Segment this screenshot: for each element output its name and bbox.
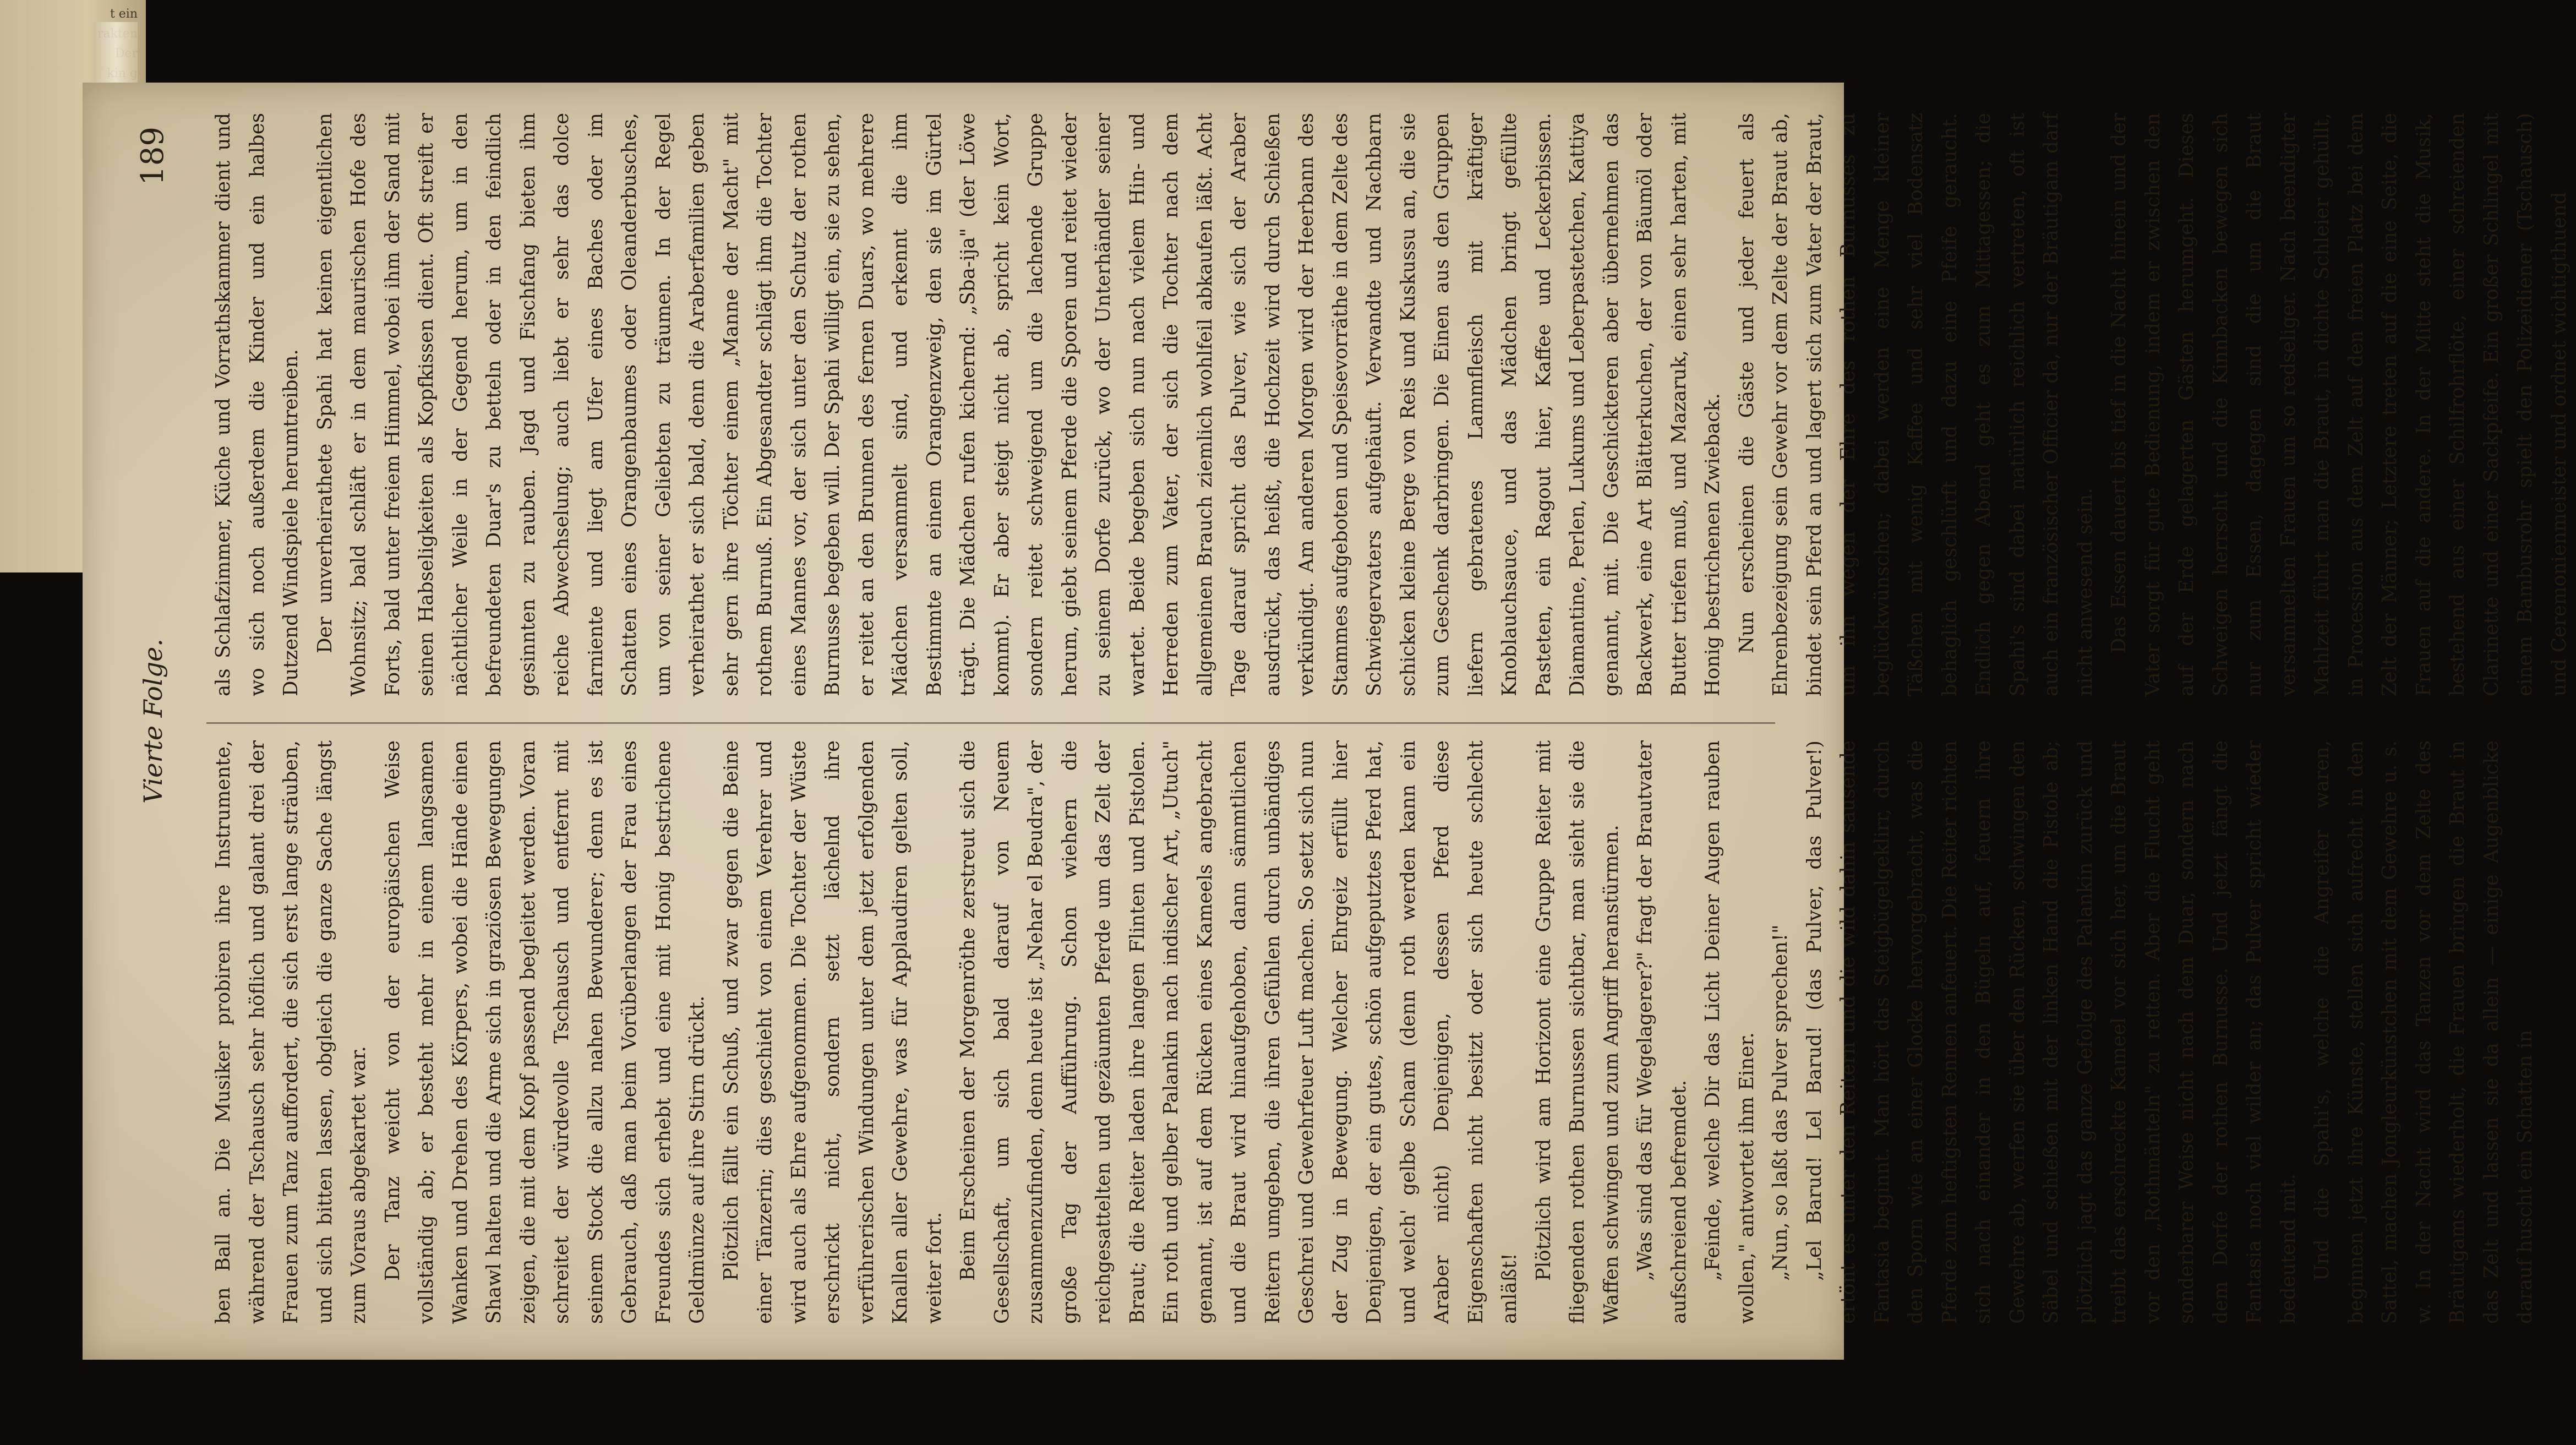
- paragraph: ben Ball an. Die Musiker probiren ihre Instrumente, während der Tschausch sehr höflich und galant drei der Frauen zum Tanz auffordert, die sich erst lange sträuben, und sich bitten lassen, obgleich die ganze Sache längst zum Voraus abgekartet war.: [212, 740, 370, 1324]
- column-divider: [206, 722, 1775, 724]
- text-column-right: [206, 113, 2570, 696]
- book-page: [83, 83, 2570, 1360]
- paragraph: „Feinde, welche Dir das Licht Deiner Augen rauben wollen," antwortet ihm Einer.: [1701, 740, 1758, 1324]
- running-title: Vierte Folge.: [138, 639, 168, 804]
- paragraph: Der unverheirathete Spahi hat keinen eigentlichen Wohnsitz; bald schläft er in dem maurischen Hofe des Forts, bald unter freiem Himmel, wobei ihm der Sand mit seinen Habseligkeiten als Kopfkissen dient. Oft streift er nächtlicher Weile in der Gegend herum, um in den befreundeten Duar's zu betteln oder in den feindlich gesinnten zu rauben. Jagd und Fischfang bieten ihm reiche Abwechselung; auch liebt er sehr das dolce farniente und liegt am Ufer eines Baches oder im Schatten eines Orangenbaumes oder Oleanderbusches, um von seiner Geliebten zu träumen. In der Regel verheirathet er sich bald, denn die Araberfamilien geben sehr gern ihre Töchter einem „Manne der Macht" mit rothem Burnuß. Ein Abgesandter schlägt ihm die Tochter eines Mannes vor, der sich unter den Schutz der rothen Burnusse begeben will. Der Spahi willigt ein, sie zu sehen, er reitet an den Brunnen des fernen Duars, wo mehrere Mädchen versammelt sind, und erkennt die ihm Bestimmte an einem Orangenzweig, den sie im Gürtel trägt. Die Mädchen rufen kichernd: „Sba-ija" (der Löwe kommt). Er aber steigt nicht ab, spricht kein Wort, sondern reitet schweigend um die lachende Gruppe herum, giebt seinem Pferde die Sporen und reitet wieder zu seinem Dorfe zurück, wo der Unterhändler seiner wartet. Beide begeben sich nun nach vielem Hin- und Herreden zum Vater, der sich die Tochter nach dem allgemeinen Brauch ziemlich wohlfeil abkaufen läßt. Acht Tage darauf spricht das Pulver, wie sich der Araber ausdrückt, das heißt, die Hochzeit wird durch Schießen verkündigt. Am anderen Morgen wird der Heerbann des Stammes aufgeboten und Speisevorräthe in dem Zelte des Schwiegervaters aufgehäuft. Verwandte und Nachbarn schicken kleine Berge von Reis und Kuskussu an, die sie zum Geschenk darbringen. Die Einen aus den Gruppen liefern gebratenes Lammfleisch mit kräftiger Knoblauchsauce, und das Mädchen bringt gefüllte Pasteten, ein Ragout hier, Kaffee und Leckerbissen. Diamantine, Perlen, Lukums und Leberpastetchen, Kattiya genannt, mit. Die Geschickteren aber übernehmen das Backwerk, eine Art Blätterkuchen, der von Bäumöl oder Butter triefen muß, und Mazaruk, einen sehr harten, mit Honig bestrichenen Zwieback.: [313, 113, 1724, 696]
- paragraph: Und die Spahi's, welche die Angreifer waren, beginnen jetzt ihre Künste, stellen sich aufrecht in den Sattel, machen Jongleurkünstchen mit dem Gewehre u. s. w. In der Nacht wird das Tanzen vor dem Zelte des Bräutigams wiederholt, die Frauen bringen die Braut in das Zelt und lassen sie da allein — einige Augenblicke darauf huscht ein Schatten in: [2311, 740, 2536, 1324]
- paragraph: Das Essen dauert bis tief in die Nacht hinein und der Vater sorgt für gute Bedienung, indem er zwischen den auf der Erde gelagerten Gästen herumgeht. Dieses Schweigen herrscht und die Kinnbacken bewegen sich nur zum Essen, dagegen sind die um die Braut versammelten Frauen um so redseliger. Nach beendigter Mahlzeit führt man die Braut, in dichte Schleier gehüllt, in Procession aus dem Zelt auf den freien Platz bei dem Zelt der Männer; Letztere treten auf die eine Seite, die Frauen auf die andere. In der Mitte steht die Musik, bestehend aus einer Schilfrohrflöte, einer schreienden Clarinette und einer Sackpfeife. Ein großer Schlingel mit einem Bambusrohr spielt den Polizeidiener (Tschausch) und Ceremonienmeister und ordnet wichtigthuend: [2108, 113, 2570, 696]
- paragraph: Plötzlich wird am Horizont eine Gruppe Reiter mit fliegenden rothen Burnussen sichtbar, man sieht sie die Waffen schwingen und zum Angriff heranstürmen.: [1532, 740, 1623, 1324]
- paragraph: Plötzlich fällt ein Schuß, und zwar gegen die Beine einer Tänzerin; dies geschieht von einem Verehrer und wird auch als Ehre aufgenommen. Die Tochter der Wüste erschrickt nicht, sondern setzt lächelnd ihre verführerischen Windungen unter dem jetzt erfolgenden Knallen aller Gewehre, was für Applaudiren gelten soll, weiter fort.: [719, 740, 946, 1324]
- running-head: [135, 127, 179, 1316]
- paragraph: Nun erscheinen die Gäste und jeder feuert als Ehrenbezeigung sein Gewehr vor dem Zelte der Braut ab, bindet sein Pferd an und lagert sich zum Vater der Braut, um ihn wegen der Ehre des rothen Burnusses zu beglückwünschen; dabei werden eine Menge kleiner Täßchen mit wenig Kaffee und sehr viel Bodensatz behaglich geschlürft und dazu eine Pfeife geraucht. Endlich gegen Abend geht es zum Mittagessen; die Spahi's sind dabei natürlich reichlich vertreten, oft ist auch ein französischer Officier da, nur der Bräutigam darf nicht anwesend sein.: [1735, 113, 2097, 696]
- paragraph: „Lel Barud! Lel Barud! (das Pulver, das Pulver!) ertönt es unter den Reitern und die wild dahin sausende Fantasia beginnt. Man hört das Steigbügelgeklirr, durch den Sporn wie an einer Glocke hervorgebracht, was die Pferde zum heftigsten Rennen anfeuert. Die Reiter richten sich nach einander in den Bügeln auf, feuern ihre Gewehre ab, werfen sie über den Rücken, schwingen den Säbel und schießen mit der linken Hand die Pistole ab; plötzlich jagt das ganze Gefolge des Palankin zurück und treibt das erschreckte Kameel vor sich her, um die Braut vor den „Rothmänteln" zu retten. Aber die Flucht geht sonderbarer Weise nicht nach dem Duar, sondern nach dem Dorfe der rothen Burnusse. Und jetzt fängt die Fantasia noch viel wilder an; das Pulver spricht wieder bedeutend mit.: [1803, 740, 2300, 1324]
- paragraph: Der Tanz weicht von der europäischen Weise vollständig ab; er besteht mehr in einem langsamen Wanken und Drehen des Körpers, wobei die Hände einen Shawl halten und die Arme sich in graziösen Bewegungen zeigen, die mit dem Kopf passend begleitet werden. Voran schreitet der würdevolle Tschausch und entfernt mit seinem Stock die allzu nahen Bewunderer; denn es ist Gebrauch, daß man beim Vorüberlangen der Frau eines Freundes sich erhebt und eine mit Honig bestrichene Geldmünze auf ihre Stirn drückt.: [381, 740, 708, 1324]
- paragraph: als Schlafzimmer, Küche und Vorrathskammer dient und wo sich noch außerdem die Kinder und ein halbes Dutzend Windspiele herumtreiben.: [212, 113, 302, 696]
- text-column-left: [206, 740, 2536, 1324]
- facing-page-text: t ein: [110, 7, 138, 21]
- paragraph: „Nun, so laßt das Pulver sprechen!": [1769, 924, 1792, 1281]
- paragraph: „Was sind das für Wegelagerer?" fragt der Brautvater aufschreiend befremdet.: [1634, 740, 1690, 1324]
- rotated-page-wrapper: [83, 83, 2570, 1360]
- paragraph: Beim Erscheinen der Morgenröthe zerstreut sich die Gesellschaft, um sich bald darauf von Neuem zusammenzufinden, denn heute ist „Nehar el Beudra", der große Tag der Aufführung. Schon wiehern die reichgesattelten und gezäumten Pferde um das Zelt der Braut; die Reiter laden ihre langen Flinten und Pistolen. Ein roth und gelber Palankin nach indischer Art, „Utuch" genannt, ist auf dem Rücken eines Kameels angebracht und die Braut wird hinaufgehoben, dann sämmtlichen Reitern umgeben, die ihren Gefühlen durch unbändiges Geschrei und Gewehrfeuer Luft machen. So setzt sich nun der Zug in Bewegung. Welcher Ehrgeiz erfüllt hier Denjenigen, der ein gutes, schön aufgeputztes Pferd hat, und welch' gelbe Scham (denn roth werden kann ein Araber nicht) Denjenigen, dessen Pferd diese Eigenschaften nicht besitzt oder sich heute schlecht anläßt!: [957, 740, 1521, 1324]
- page-number: 189: [135, 127, 171, 186]
